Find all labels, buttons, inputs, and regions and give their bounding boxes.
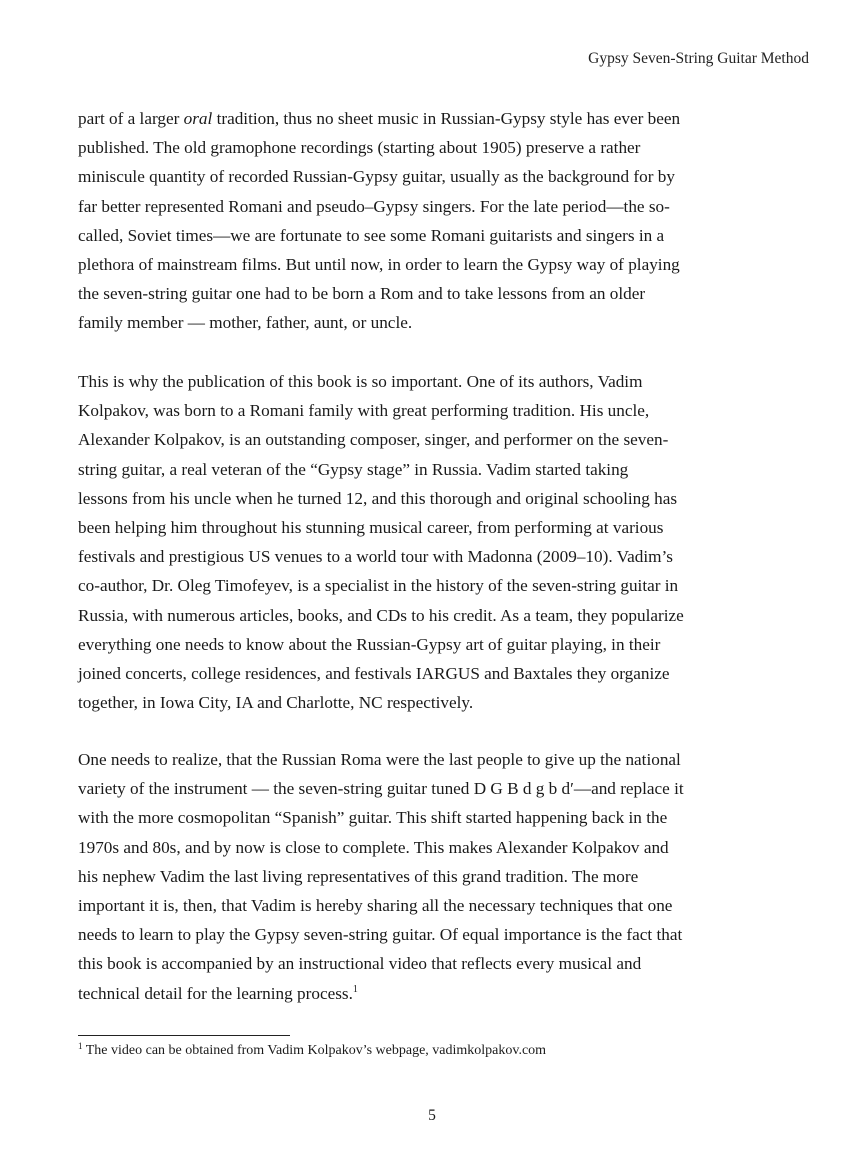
text-line: important it is, then, that Vadim is hereby sharing all the necessary techniques that one	[78, 896, 673, 916]
footnote	[78, 1043, 546, 1059]
text-line: been helping him throughout his stunning musical career, from performing at various	[78, 518, 664, 538]
text-line: Kolpakov, was born to a Romani family with great performing tradition. His uncle,	[78, 401, 650, 421]
paragraph-2	[78, 367, 798, 717]
footnote-text: The video can be obtained from Vadim Kolpakov’s webpage, vadimkolpakov.com	[82, 1043, 547, 1058]
text-line	[78, 104, 798, 133]
text-line: Russia, with numerous articles, books, and CDs to his credit. As a team, they popularize	[78, 605, 684, 625]
text-line: everything one needs to know about the Russian-Gypsy art of guitar playing, in their	[78, 634, 661, 654]
footnote-reference[interactable]: 1	[352, 983, 358, 995]
text-line: miniscule quantity of recorded Russian-Gypsy guitar, usually as the background for by	[78, 167, 675, 187]
text-line: far better represented Romani and pseudo–Gypsy singers. For the late period—the so-	[78, 196, 670, 216]
page-number: 5	[428, 1107, 436, 1124]
text-line: together, in Iowa City, IA and Charlotte, NC respectively.	[78, 693, 474, 713]
text-line: co-author, Dr. Oleg Timofeyev, is a specialist in the history of the seven-string guitar in	[78, 576, 679, 596]
text-line: 1970s and 80s, and by now is close to complete. This makes Alexander Kolpakov and	[78, 837, 669, 857]
text-line: the seven-string guitar one had to be born a Rom and to take lessons from an older	[78, 284, 646, 304]
text-line: One needs to realize, that the Russian Roma were the last people to give up the national	[78, 750, 681, 769]
text-fragment: tradition, thus no sheet music in Russian-Gypsy style has ever been	[212, 109, 681, 128]
text-line: this book is accompanied by an instructional video that reflects every musical and	[78, 954, 642, 974]
text-line: Alexander Kolpakov, is an outstanding composer, singer, and performer on the seven-	[78, 430, 669, 450]
footnote-separator	[78, 1035, 290, 1036]
running-header: Gypsy Seven-String Guitar Method	[588, 50, 809, 67]
text-line: lessons from his uncle when he turned 12, and this thorough and original schooling has	[78, 488, 678, 508]
text-fragment: technical detail for the learning process.	[78, 983, 353, 1003]
paragraph-3	[78, 745, 798, 1011]
text-line: family member — mother, father, aunt, or uncle.	[78, 313, 413, 333]
footnote-marker: 1	[78, 1041, 83, 1051]
text-line: called, Soviet times—we are fortunate to see some Romani guitarists and singers in a	[78, 225, 665, 245]
text-line: needs to learn to play the Gypsy seven-string guitar. Of equal importance is the fact that	[78, 925, 683, 945]
text-line: published. The old gramophone recordings (starting about 1905) preserve a rather	[78, 138, 641, 158]
text-line: festivals and prestigious US venues to a world tour with Madonna (2009–10). Vadim’s	[78, 547, 673, 567]
italic-word: oral	[183, 109, 213, 128]
text-line: his nephew Vadim the last living representatives of this grand tradition. The more	[78, 866, 639, 886]
text-fragment: part of a larger	[78, 109, 184, 128]
text-line: This is why the publication of this book is so important. One of its authors, Vadim	[78, 372, 643, 391]
text-line	[78, 979, 798, 1011]
text-line: with the more cosmopolitan “Spanish” guitar. This shift started happening back in the	[78, 808, 668, 828]
text-line: plethora of mainstream films. But until now, in order to learn the Gypsy way of playing	[78, 255, 680, 275]
text-line: variety of the instrument — the seven-string guitar tuned D G B d g b d′—and replace it	[78, 779, 684, 799]
paragraph-1	[78, 104, 798, 338]
text-line: joined concerts, college residences, and festivals IARGUS and Baxtales they organize	[78, 664, 670, 684]
text-line: string guitar, a real veteran of the “Gypsy stage” in Russia. Vadim started taking	[78, 459, 629, 479]
